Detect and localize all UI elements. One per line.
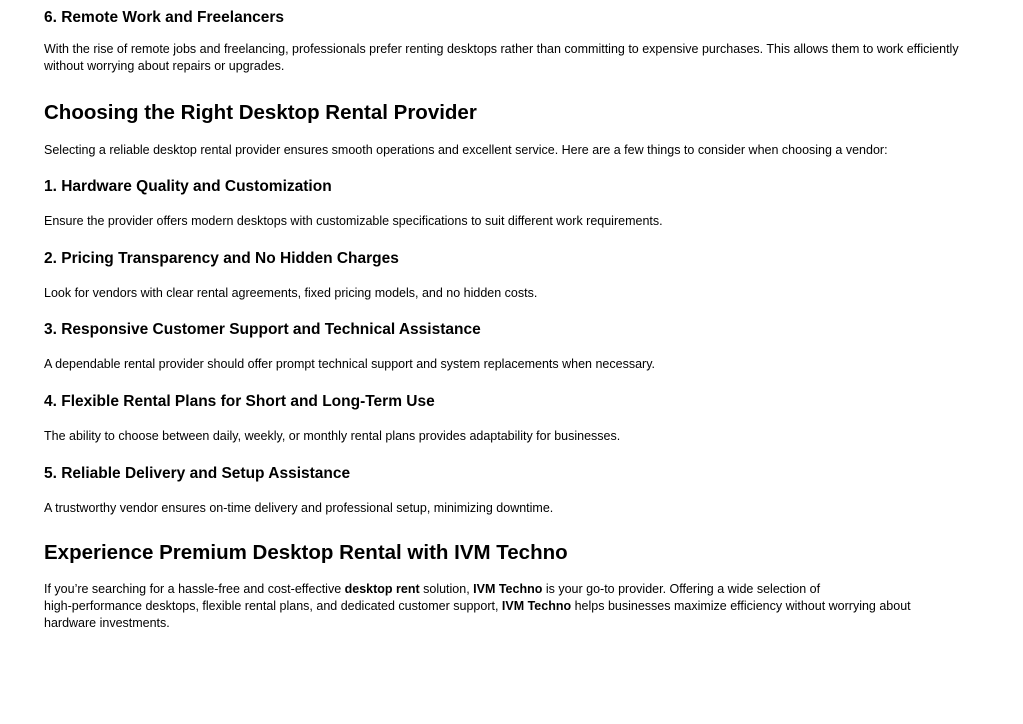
item-2-heading: 2. Pricing Transparency and No Hidden Charges (44, 250, 399, 267)
item-5-heading: 5. Reliable Delivery and Setup Assistance (44, 465, 351, 482)
item-3-body: A dependable rental provider should offer prompt technical support and system replacements when necessary. (44, 357, 655, 371)
experience-paragraph (44, 581, 979, 632)
item-4-heading: 4. Flexible Rental Plans for Short and Long-Term Use (44, 393, 435, 410)
brand-name: IVM Techno (473, 582, 543, 596)
item-3-heading: 3. Responsive Customer Support and Technical Assistance (44, 321, 481, 338)
experience-line-2 (44, 598, 979, 615)
item-1-body: Ensure the provider offers modern desktops with customizable specifications to suit different work requirements. (44, 214, 663, 228)
section-6-body: With the rise of remote jobs and freelancing, professionals prefer renting desktops rather than committing to expensive purchases. This allows them to work efficiently without worrying about repairs or upgrades. (44, 42, 959, 73)
experience-line-3: hardware investments. (44, 616, 170, 630)
experience-text: If you’re searching for a hassle-free and cost-effective (44, 582, 345, 596)
item-2-body: Look for vendors with clear rental agreements, fixed pricing models, and no hidden costs. (44, 286, 538, 300)
brand-name: IVM Techno (501, 599, 572, 613)
experience-text: helps businesses maximize efficiency without worrying about (571, 599, 911, 613)
item-1-heading: 1. Hardware Quality and Customization (44, 178, 332, 195)
choosing-provider-intro: Selecting a reliable desktop rental provider ensures smooth operations and excellent service. Here are a few things to consider when choosing a vendor: (44, 143, 888, 157)
item-4-body: The ability to choose between daily, weekly, or monthly rental plans provides adaptability for businesses. (44, 429, 621, 443)
item-5-body: A trustworthy vendor ensures on-time delivery and professional setup, minimizing downtime. (44, 501, 554, 515)
experience-text: is your go-to provider. Offering a wide selection of (542, 582, 821, 596)
section-6-heading: 6. Remote Work and Freelancers (44, 9, 285, 26)
experience-text: high-performance desktops, flexible rental plans, and dedicated customer support, (44, 599, 502, 613)
desktop-rent-keyword: desktop rent (344, 582, 420, 596)
experience-text: solution, (419, 582, 474, 596)
experience-line-1 (44, 581, 979, 598)
experience-heading: Experience Premium Desktop Rental with IVM Techno (44, 541, 568, 564)
choosing-provider-heading: Choosing the Right Desktop Rental Provider (44, 101, 477, 124)
